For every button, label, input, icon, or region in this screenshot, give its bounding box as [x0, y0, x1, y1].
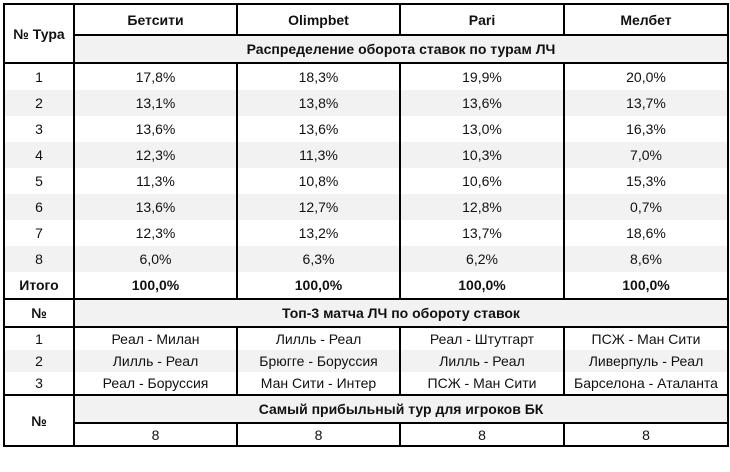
tour-number: 8 [4, 246, 74, 272]
tour-number: 4 [4, 142, 74, 168]
cell-value: 19,9% [400, 63, 564, 90]
cell-value: 18,3% [237, 63, 400, 90]
match-rank: 1 [4, 327, 74, 350]
cell-value: 15,3% [564, 168, 728, 194]
match-cell: ПСЖ - Ман Сити [400, 372, 564, 395]
cell-value: 7,0% [564, 142, 728, 168]
match-cell: Реал - Штутгарт [400, 327, 564, 350]
table-row [4, 327, 728, 350]
match-cell: Ливерпуль - Реал [564, 350, 728, 372]
table-row [4, 246, 728, 272]
cell-value: 13,6% [74, 194, 237, 220]
bk-header-olimpbet: Olimpbet [237, 4, 400, 35]
table-row [4, 63, 728, 90]
total-row [4, 272, 728, 299]
cell-value: 6,3% [237, 246, 400, 272]
match-cell: Ман Сити - Интер [237, 372, 400, 395]
section3-number-header: № [4, 395, 74, 446]
header-row [4, 4, 728, 35]
table-row [4, 350, 728, 372]
cell-value: 11,3% [74, 168, 237, 194]
total-value: 100,0% [400, 272, 564, 299]
cell-value: 11,3% [237, 142, 400, 168]
match-cell: Реал - Милан [74, 327, 237, 350]
profit-tour-value: 8 [74, 423, 237, 446]
bk-header-pari: Pari [400, 4, 564, 35]
cell-value: 13,1% [74, 90, 237, 116]
bk-header-melbet: Мелбет [564, 4, 728, 35]
tour-number: 3 [4, 116, 74, 142]
cell-value: 8,6% [564, 246, 728, 272]
cell-value: 17,8% [74, 63, 237, 90]
cell-value: 13,6% [237, 116, 400, 142]
section2-title-row [4, 299, 728, 327]
match-cell: Лилль - Реал [74, 350, 237, 372]
section2-title: Топ-3 матча ЛЧ по обороту ставок [74, 299, 728, 327]
cell-value: 10,6% [400, 168, 564, 194]
cell-value: 6,2% [400, 246, 564, 272]
section3-title: Самый прибыльный тур для игроков БК [74, 395, 728, 423]
table-row [4, 168, 728, 194]
cell-value: 0,7% [564, 194, 728, 220]
cell-value: 13,6% [74, 116, 237, 142]
profit-tour-value: 8 [400, 423, 564, 446]
bets-turnover-table [3, 3, 729, 447]
cell-value: 12,8% [400, 194, 564, 220]
section1-title: Распределение оборота ставок по турам ЛЧ [74, 35, 728, 63]
cell-value: 6,0% [74, 246, 237, 272]
cell-value: 13,7% [400, 220, 564, 246]
table-row [4, 90, 728, 116]
cell-value: 10,3% [400, 142, 564, 168]
match-rank: 3 [4, 372, 74, 395]
total-value: 100,0% [237, 272, 400, 299]
cell-value: 10,8% [237, 168, 400, 194]
section3-title-row [4, 395, 728, 423]
cell-value: 13,2% [237, 220, 400, 246]
cell-value: 12,7% [237, 194, 400, 220]
profit-tour-value: 8 [564, 423, 728, 446]
profit-tour-value: 8 [237, 423, 400, 446]
total-value: 100,0% [74, 272, 237, 299]
tour-number-header: № Тура [4, 4, 74, 63]
cell-value: 13,7% [564, 90, 728, 116]
total-label: Итого [4, 272, 74, 299]
tour-number: 1 [4, 63, 74, 90]
cell-value: 13,6% [400, 90, 564, 116]
cell-value: 16,3% [564, 116, 728, 142]
tour-number: 5 [4, 168, 74, 194]
tour-number: 7 [4, 220, 74, 246]
bk-header-betsiti: Бетсити [74, 4, 237, 35]
match-cell: Реал - Боруссия [74, 372, 237, 395]
table-row [4, 372, 728, 395]
section2-number-header: № [4, 299, 74, 327]
table-row [4, 116, 728, 142]
table-row [4, 423, 728, 446]
cell-value: 20,0% [564, 63, 728, 90]
cell-value: 13,0% [400, 116, 564, 142]
table-row [4, 142, 728, 168]
tour-number: 2 [4, 90, 74, 116]
match-cell: Лилль - Реал [237, 327, 400, 350]
match-cell: ПСЖ - Ман Сити [564, 327, 728, 350]
match-cell: Лилль - Реал [400, 350, 564, 372]
cell-value: 13,8% [237, 90, 400, 116]
cell-value: 18,6% [564, 220, 728, 246]
tour-number: 6 [4, 194, 74, 220]
match-cell: Брюгге - Боруссия [237, 350, 400, 372]
match-cell: Барселона - Аталанта [564, 372, 728, 395]
total-value: 100,0% [564, 272, 728, 299]
table-row [4, 220, 728, 246]
cell-value: 12,3% [74, 142, 237, 168]
match-rank: 2 [4, 350, 74, 372]
section1-title-row [4, 35, 728, 63]
cell-value: 12,3% [74, 220, 237, 246]
table-row [4, 194, 728, 220]
